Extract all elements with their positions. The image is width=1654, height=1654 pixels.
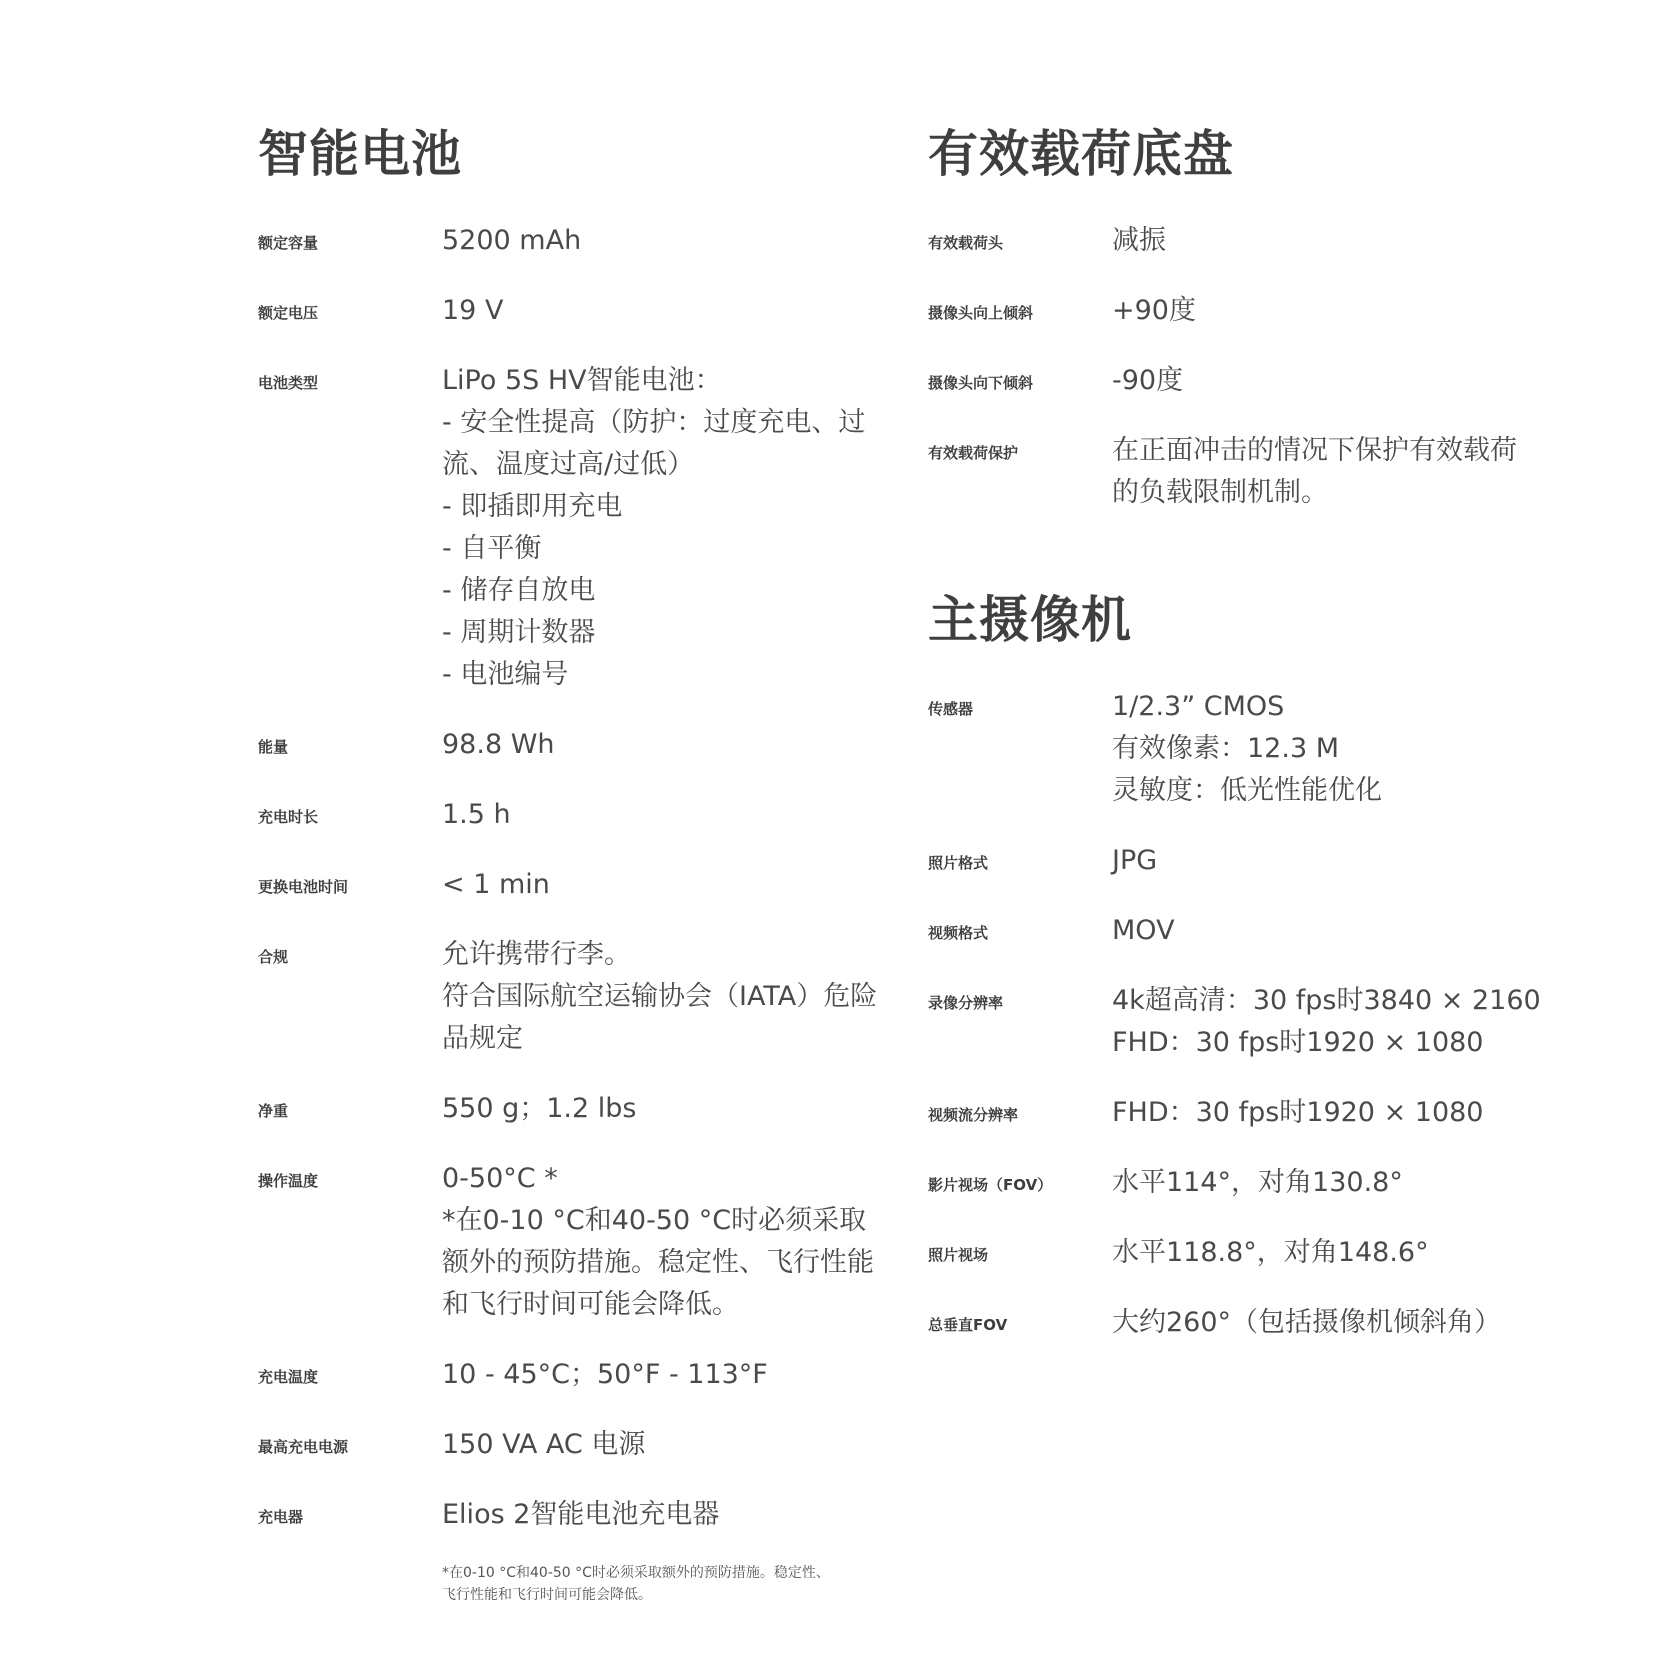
spec-value-line: 允许携带行李。 [442,939,631,970]
camera-section-title: 主摄像机 [928,591,1132,649]
battery-column [258,118,878,1606]
spec-value-line: - 自平衡 [442,533,542,564]
spec-value [1112,430,1568,514]
spec-value-line: 4k超高清：30 fps时3840 × 2160 [1112,985,1541,1016]
spec-value [442,360,878,696]
spec-row [258,724,878,766]
spec-label: 最高充电电源 [258,1438,349,1456]
spec-row [258,794,878,836]
spec-value-line: 0-50°C * [442,1163,558,1194]
camera-spec-list [928,686,1568,1344]
spec-value-line: 有效像素：12.3 M [1112,733,1339,764]
spec-label: 传感器 [928,700,974,718]
spec-row [928,430,1568,514]
spec-row [258,1088,878,1130]
spec-value-line: 10 - 45°C；50°F - 113°F [442,1359,768,1390]
spec-value-line: 额外的预防措施。稳定性、飞行性能 [442,1247,874,1278]
spec-row [258,1424,878,1466]
spec-row [928,980,1568,1064]
spec-value-line: 水平114°，对角130.8° [1112,1167,1403,1198]
spec-label: 更换电池时间 [258,878,349,896]
spec-value [1112,840,1568,882]
spec-value-line: Elios 2智能电池充电器 [442,1499,720,1530]
spec-row [258,360,878,696]
spec-value-line: +90度 [1112,295,1196,326]
spec-value [442,724,878,766]
spec-value [1112,1092,1568,1134]
spec-label: 照片格式 [928,854,989,872]
spec-value-line: FHD：30 fps时1920 × 1080 [1112,1097,1484,1128]
footnote-line: 飞行性能和飞行时间可能会降低。 [442,1587,652,1603]
footnote-line: *在0-10 °C和40-50 °C时必须采取额外的预防措施。稳定性、 [442,1565,830,1581]
spec-value-line: 符合国际航空运输协会（IATA）危险 [442,981,878,1012]
spec-value [1112,220,1568,262]
spec-value-line: - 即插即用充电 [442,491,623,522]
spec-row [928,1232,1568,1274]
spec-row [258,1494,878,1536]
spec-value-line: 在正面冲击的情况下保护有效载荷 [1112,435,1517,466]
spec-label: 能量 [258,738,289,756]
spec-label: 摄像头向下倾斜 [928,374,1034,392]
battery-footnote [442,1562,878,1606]
spec-value-line: LiPo 5S HV智能电池： [442,365,722,396]
spec-label: 影片视场（FOV） [928,1176,1053,1194]
spec-label: 录像分辨率 [928,994,1004,1012]
payload-spec-list [928,220,1568,514]
spec-value [442,794,878,836]
spec-value [1112,910,1568,952]
spec-row [258,1354,878,1396]
spec-value [1112,980,1568,1064]
spec-row [258,220,878,262]
spec-value-line: 的负载限制机制。 [1112,477,1328,508]
spec-label: 视频流分辨率 [928,1106,1019,1124]
spec-value-line: -90度 [1112,365,1184,396]
spec-label: 充电时长 [258,808,319,826]
spec-value-line: 1/2.3” CMOS [1112,691,1285,722]
battery-section-title: 智能电池 [258,125,462,183]
spec-label: 总垂直FOV [928,1316,1008,1334]
spec-row [258,1158,878,1326]
spec-value-line: < 1 min [442,869,550,900]
payload-camera-column [928,118,1568,1372]
spec-value-line: 水平118.8°，对角148.6° [1112,1237,1429,1268]
spec-value-line: MOV [1112,915,1175,946]
spec-row [928,1162,1568,1204]
spec-value [442,220,878,262]
spec-label: 有效载荷保护 [928,444,1019,462]
spec-row [928,360,1568,402]
spec-label: 有效载荷头 [928,234,1004,252]
spec-value-line: 减振 [1112,225,1166,256]
spec-value [442,934,878,1060]
spec-row [928,910,1568,952]
spec-row [928,686,1568,812]
battery-spec-list [258,220,878,1536]
spec-row [258,934,878,1060]
spec-value [442,1088,878,1130]
spec-value-line: FHD：30 fps时1920 × 1080 [1112,1027,1484,1058]
spec-value-line: JPG [1112,845,1158,876]
spec-label: 充电器 [258,1508,304,1526]
spec-value [1112,360,1568,402]
spec-value-line: - 安全性提高（防护：过度充电、过 [442,407,866,438]
spec-value [442,290,878,332]
spec-label: 电池类型 [258,374,319,392]
spec-label: 视频格式 [928,924,989,942]
spec-value-line: 大约260°（包括摄像机倾斜角） [1112,1307,1502,1338]
spec-label: 额定电压 [258,304,319,322]
spec-label: 摄像头向上倾斜 [928,304,1034,322]
spec-row [258,290,878,332]
spec-value [442,1158,878,1326]
spec-row [928,1302,1568,1344]
spec-value [1112,686,1568,812]
spec-label: 操作温度 [258,1172,319,1190]
spec-value [1112,290,1568,332]
spec-row [928,840,1568,882]
spec-value-line: 150 VA AC 电源 [442,1429,646,1460]
spec-value-line: *在0-10 °C和40-50 °C时必须采取 [442,1205,867,1236]
spec-label: 照片视场 [928,1246,989,1264]
spec-value-line: 品规定 [442,1023,523,1054]
spec-value-line: 1.5 h [442,799,511,830]
spec-value-line: 98.8 Wh [442,729,555,760]
spec-value-line: 19 V [442,295,504,326]
spec-row [928,290,1568,332]
spec-value-line: - 电池编号 [442,659,569,690]
spec-value-line: - 储存自放电 [442,575,596,606]
spec-value [442,1354,878,1396]
spec-value [442,864,878,906]
spec-value-line: 5200 mAh [442,225,582,256]
spec-label: 净重 [258,1102,289,1120]
spec-row [928,1092,1568,1134]
spec-value-line: 流、温度过高/过低） [442,449,695,480]
spec-label: 额定容量 [258,234,319,252]
spec-value [1112,1232,1568,1274]
spec-label: 充电温度 [258,1368,319,1386]
spec-label: 合规 [258,948,289,966]
spec-value-line: 灵敏度：低光性能优化 [1112,775,1382,806]
spec-value-line: 550 g；1.2 lbs [442,1093,637,1124]
spec-value [442,1424,878,1466]
spec-value [442,1494,878,1536]
spec-value-line: - 周期计数器 [442,617,596,648]
spec-row [928,220,1568,262]
spec-value [1112,1302,1568,1344]
spec-value-line: 和飞行时间可能会降低。 [442,1289,739,1320]
spec-value [1112,1162,1568,1204]
spec-row [258,864,878,906]
payload-section-title: 有效载荷底盘 [928,125,1234,183]
